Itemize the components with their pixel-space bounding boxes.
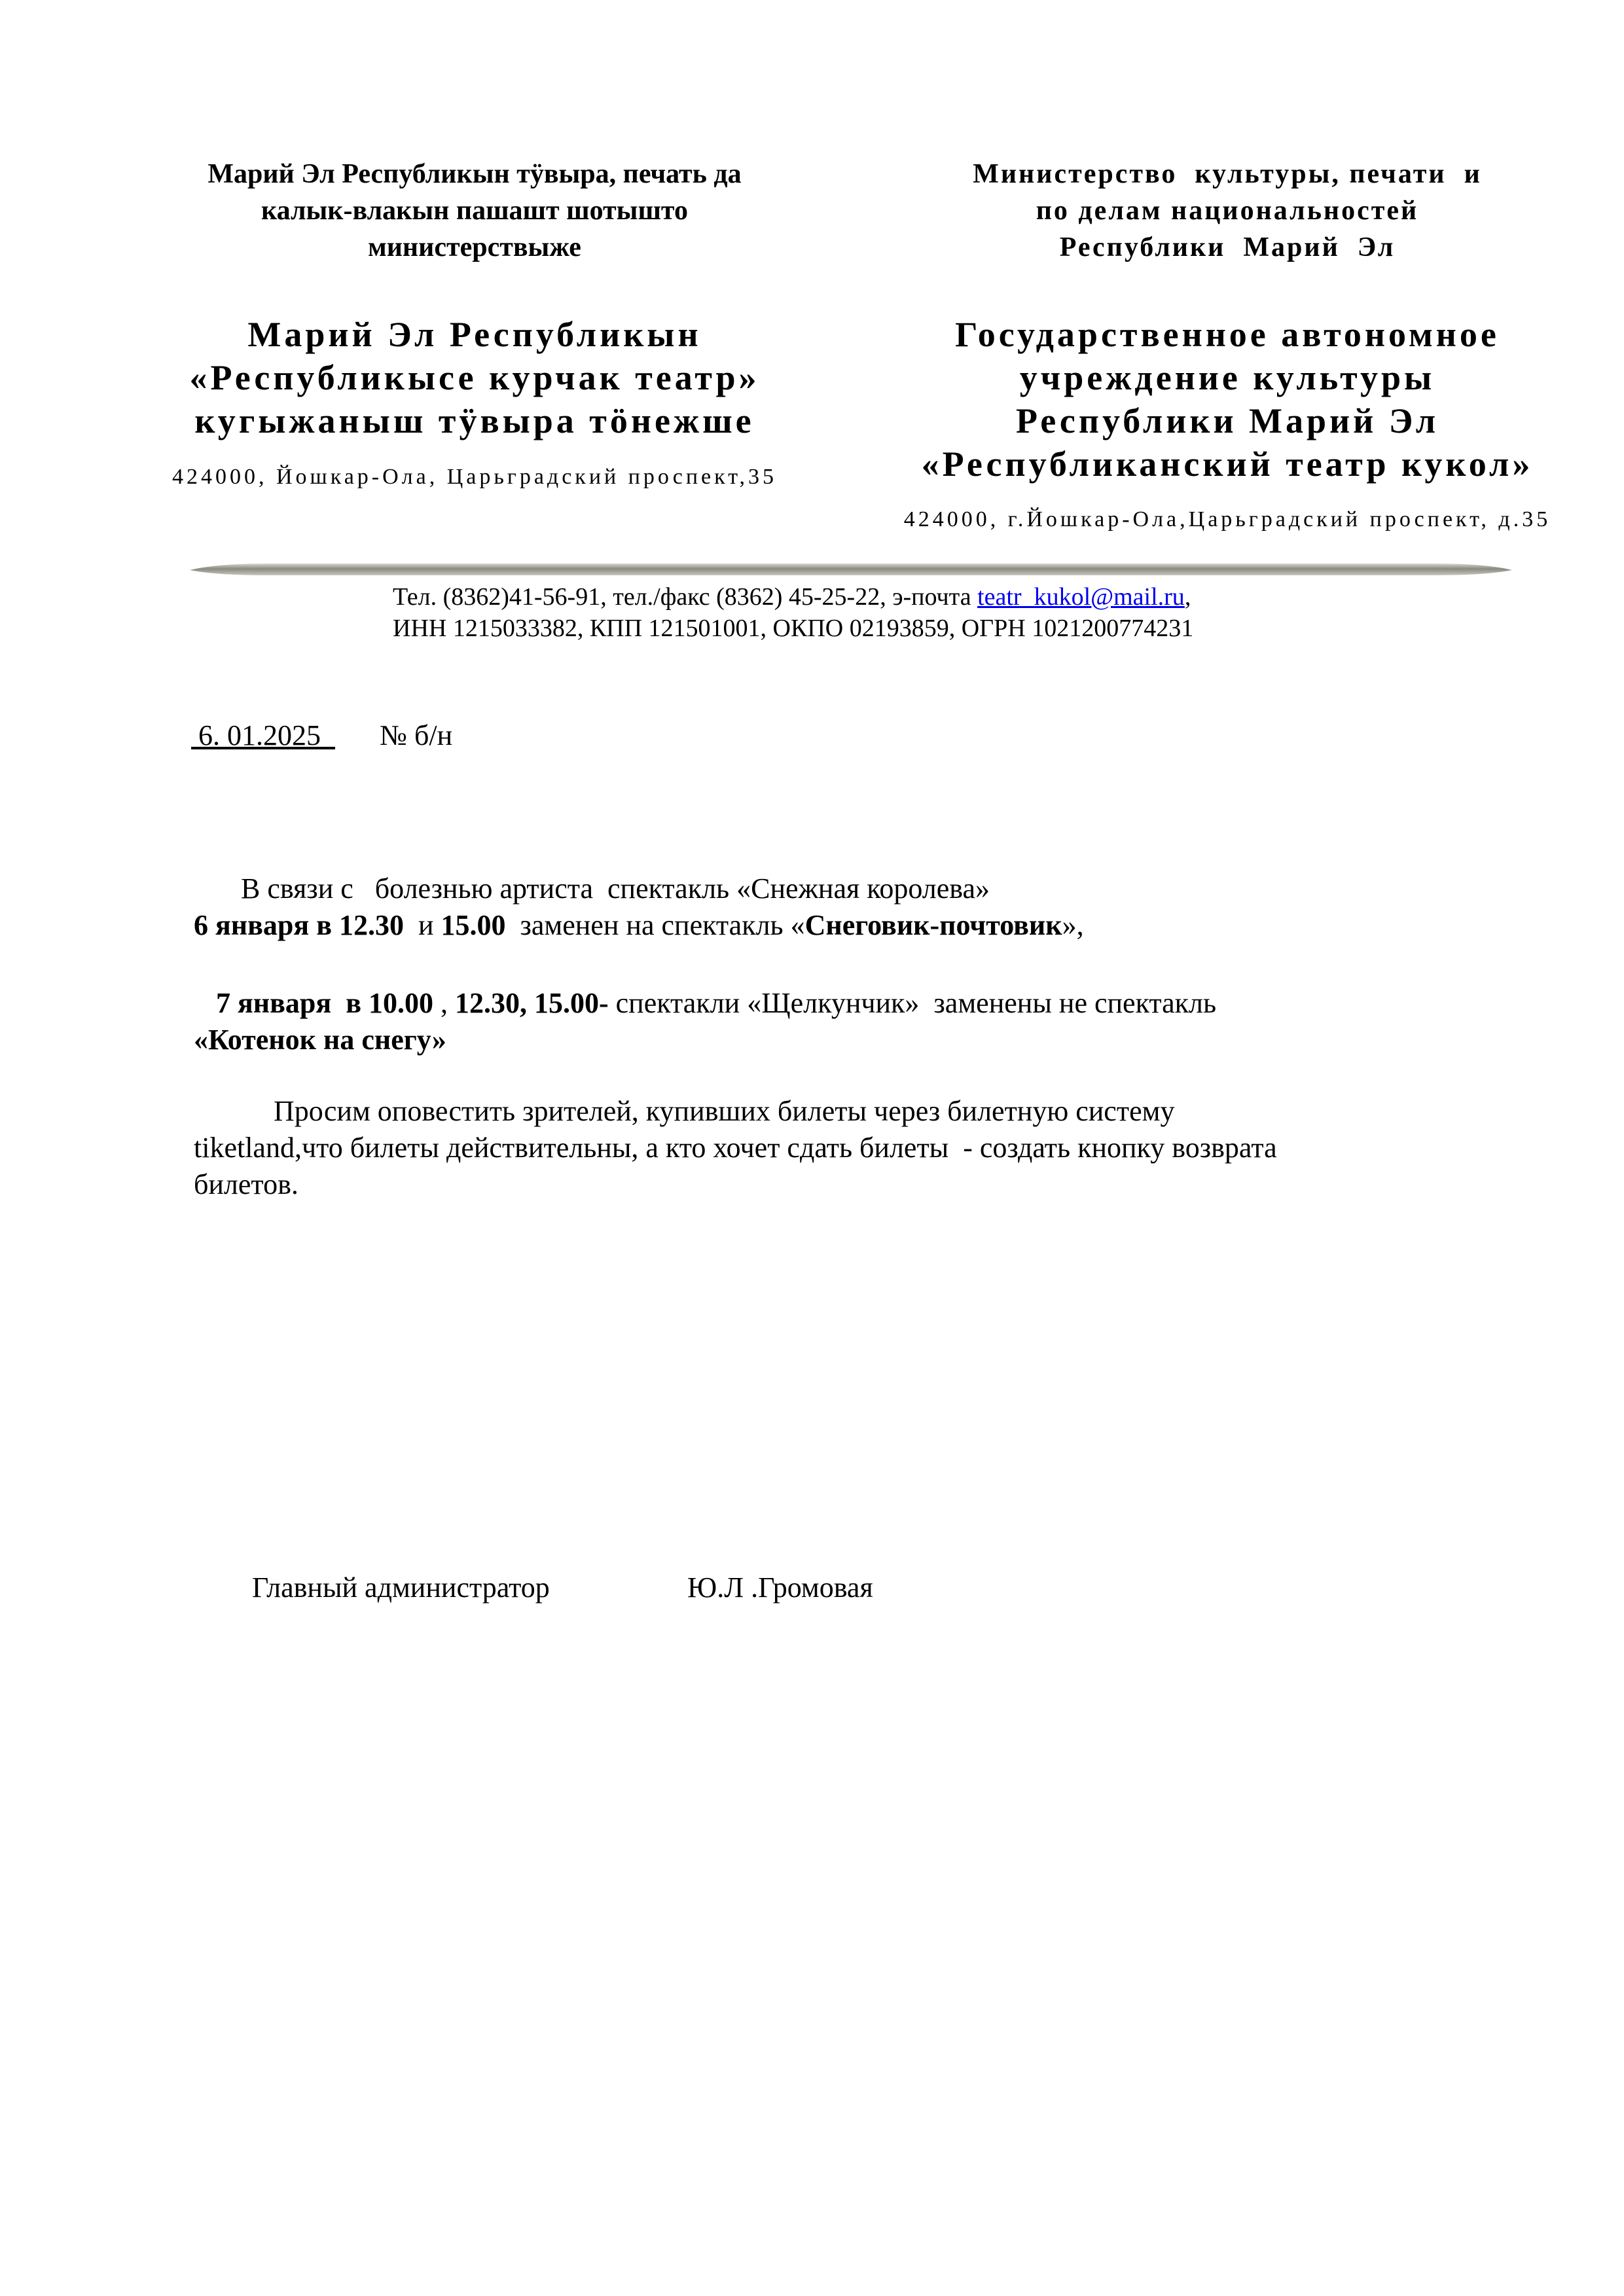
text-line [194, 907, 1477, 944]
bold-run: 12.30, 15.00- [454, 987, 609, 1019]
document-date: 6. 01.2025 [191, 719, 335, 751]
address-russian: 424000, г.Йошкар-Ола,Царьградский проспект, д.35 [903, 507, 1551, 531]
org-line: «Республиканский театр кукол» [921, 444, 1534, 484]
text-run: и [403, 909, 441, 941]
organization-name-mari [118, 313, 831, 442]
org-line: «Республикысе курчак театр» [189, 358, 760, 397]
bold-run: Снеговик-почтовик [804, 909, 1062, 941]
text-line [194, 985, 1477, 1022]
text-run: , [433, 987, 455, 1019]
paragraph-replacement-7-jan [194, 985, 1477, 1058]
paragraph-replacement-6-jan [194, 870, 1477, 944]
text-line: Просим оповестить зрителей, купивших билеты через билетную систему [274, 1095, 1175, 1127]
ministry-line: министерствыже [368, 232, 581, 262]
bold-run: 6 января в 12.30 [194, 909, 404, 941]
ministry-line: Министерство культуры, печати и [973, 159, 1482, 189]
phones-text: Тел. (8362)41-56-91, тел./факс (8362) 45-25-22, э-почта [393, 583, 978, 611]
contact-line-phones [393, 581, 1375, 613]
ministry-line: Республики Марий Эл [1059, 232, 1396, 262]
ministry-name-mari [118, 156, 831, 266]
bold-run: 7 января в 10.00 [216, 987, 433, 1019]
signatory-title: Главный администратор [252, 1571, 550, 1604]
text-run: В связи с болезнью артиста спектакль «Снежная королева» [241, 872, 990, 905]
contact-block [393, 581, 1375, 644]
organization-name-russian [851, 313, 1604, 486]
bold-run: «Котенок на снегу» [194, 1024, 446, 1056]
text-run: заменен на спектакль « [505, 909, 805, 941]
address-mari: 424000, Йошкар-Ола, Царьградский проспект,35 [171, 465, 778, 489]
header-divider [190, 560, 1512, 579]
org-line: Республики Марий Эл [1016, 401, 1439, 440]
org-line: кугыжаныш тӱвыра тӧнежше [194, 401, 755, 440]
bold-run: 15.00 [441, 909, 506, 941]
ministry-line: по делам национальностей [1036, 196, 1419, 226]
org-line: учреждение культуры [1019, 358, 1435, 397]
org-line: Государственное автономное [955, 315, 1500, 354]
org-line: Марий Эл Республикын [247, 315, 702, 354]
text-line [194, 1022, 1477, 1058]
text-run: », [1062, 909, 1084, 941]
ministry-line: калык-влакын пашашт шотышто [261, 196, 688, 226]
ministry-line: Марий Эл Республикын тӱвыра, печать да [208, 159, 742, 189]
text-line: билетов. [194, 1168, 298, 1200]
paragraph-request [194, 1093, 1477, 1203]
email-link[interactable]: teatr_kukol@mail.ru [977, 583, 1185, 611]
text-line [194, 870, 1477, 907]
signatory-name: Ю.Л .Громовая [687, 1571, 873, 1604]
text-run: спектакли «Щелкунчик» заменены не спектакль [608, 987, 1217, 1019]
comma: , [1184, 583, 1191, 611]
contact-line-requisites: ИНН 1215033382, КПП 121501001, ОКПО 02193859, ОГРН 1021200774231 [393, 615, 1194, 642]
ministry-name-russian [877, 156, 1578, 266]
text-line: tiketland,что билеты действительны, а кто хочет сдать билеты - создать кнопку возврата [194, 1132, 1277, 1164]
document-number: № б/н [380, 719, 453, 751]
